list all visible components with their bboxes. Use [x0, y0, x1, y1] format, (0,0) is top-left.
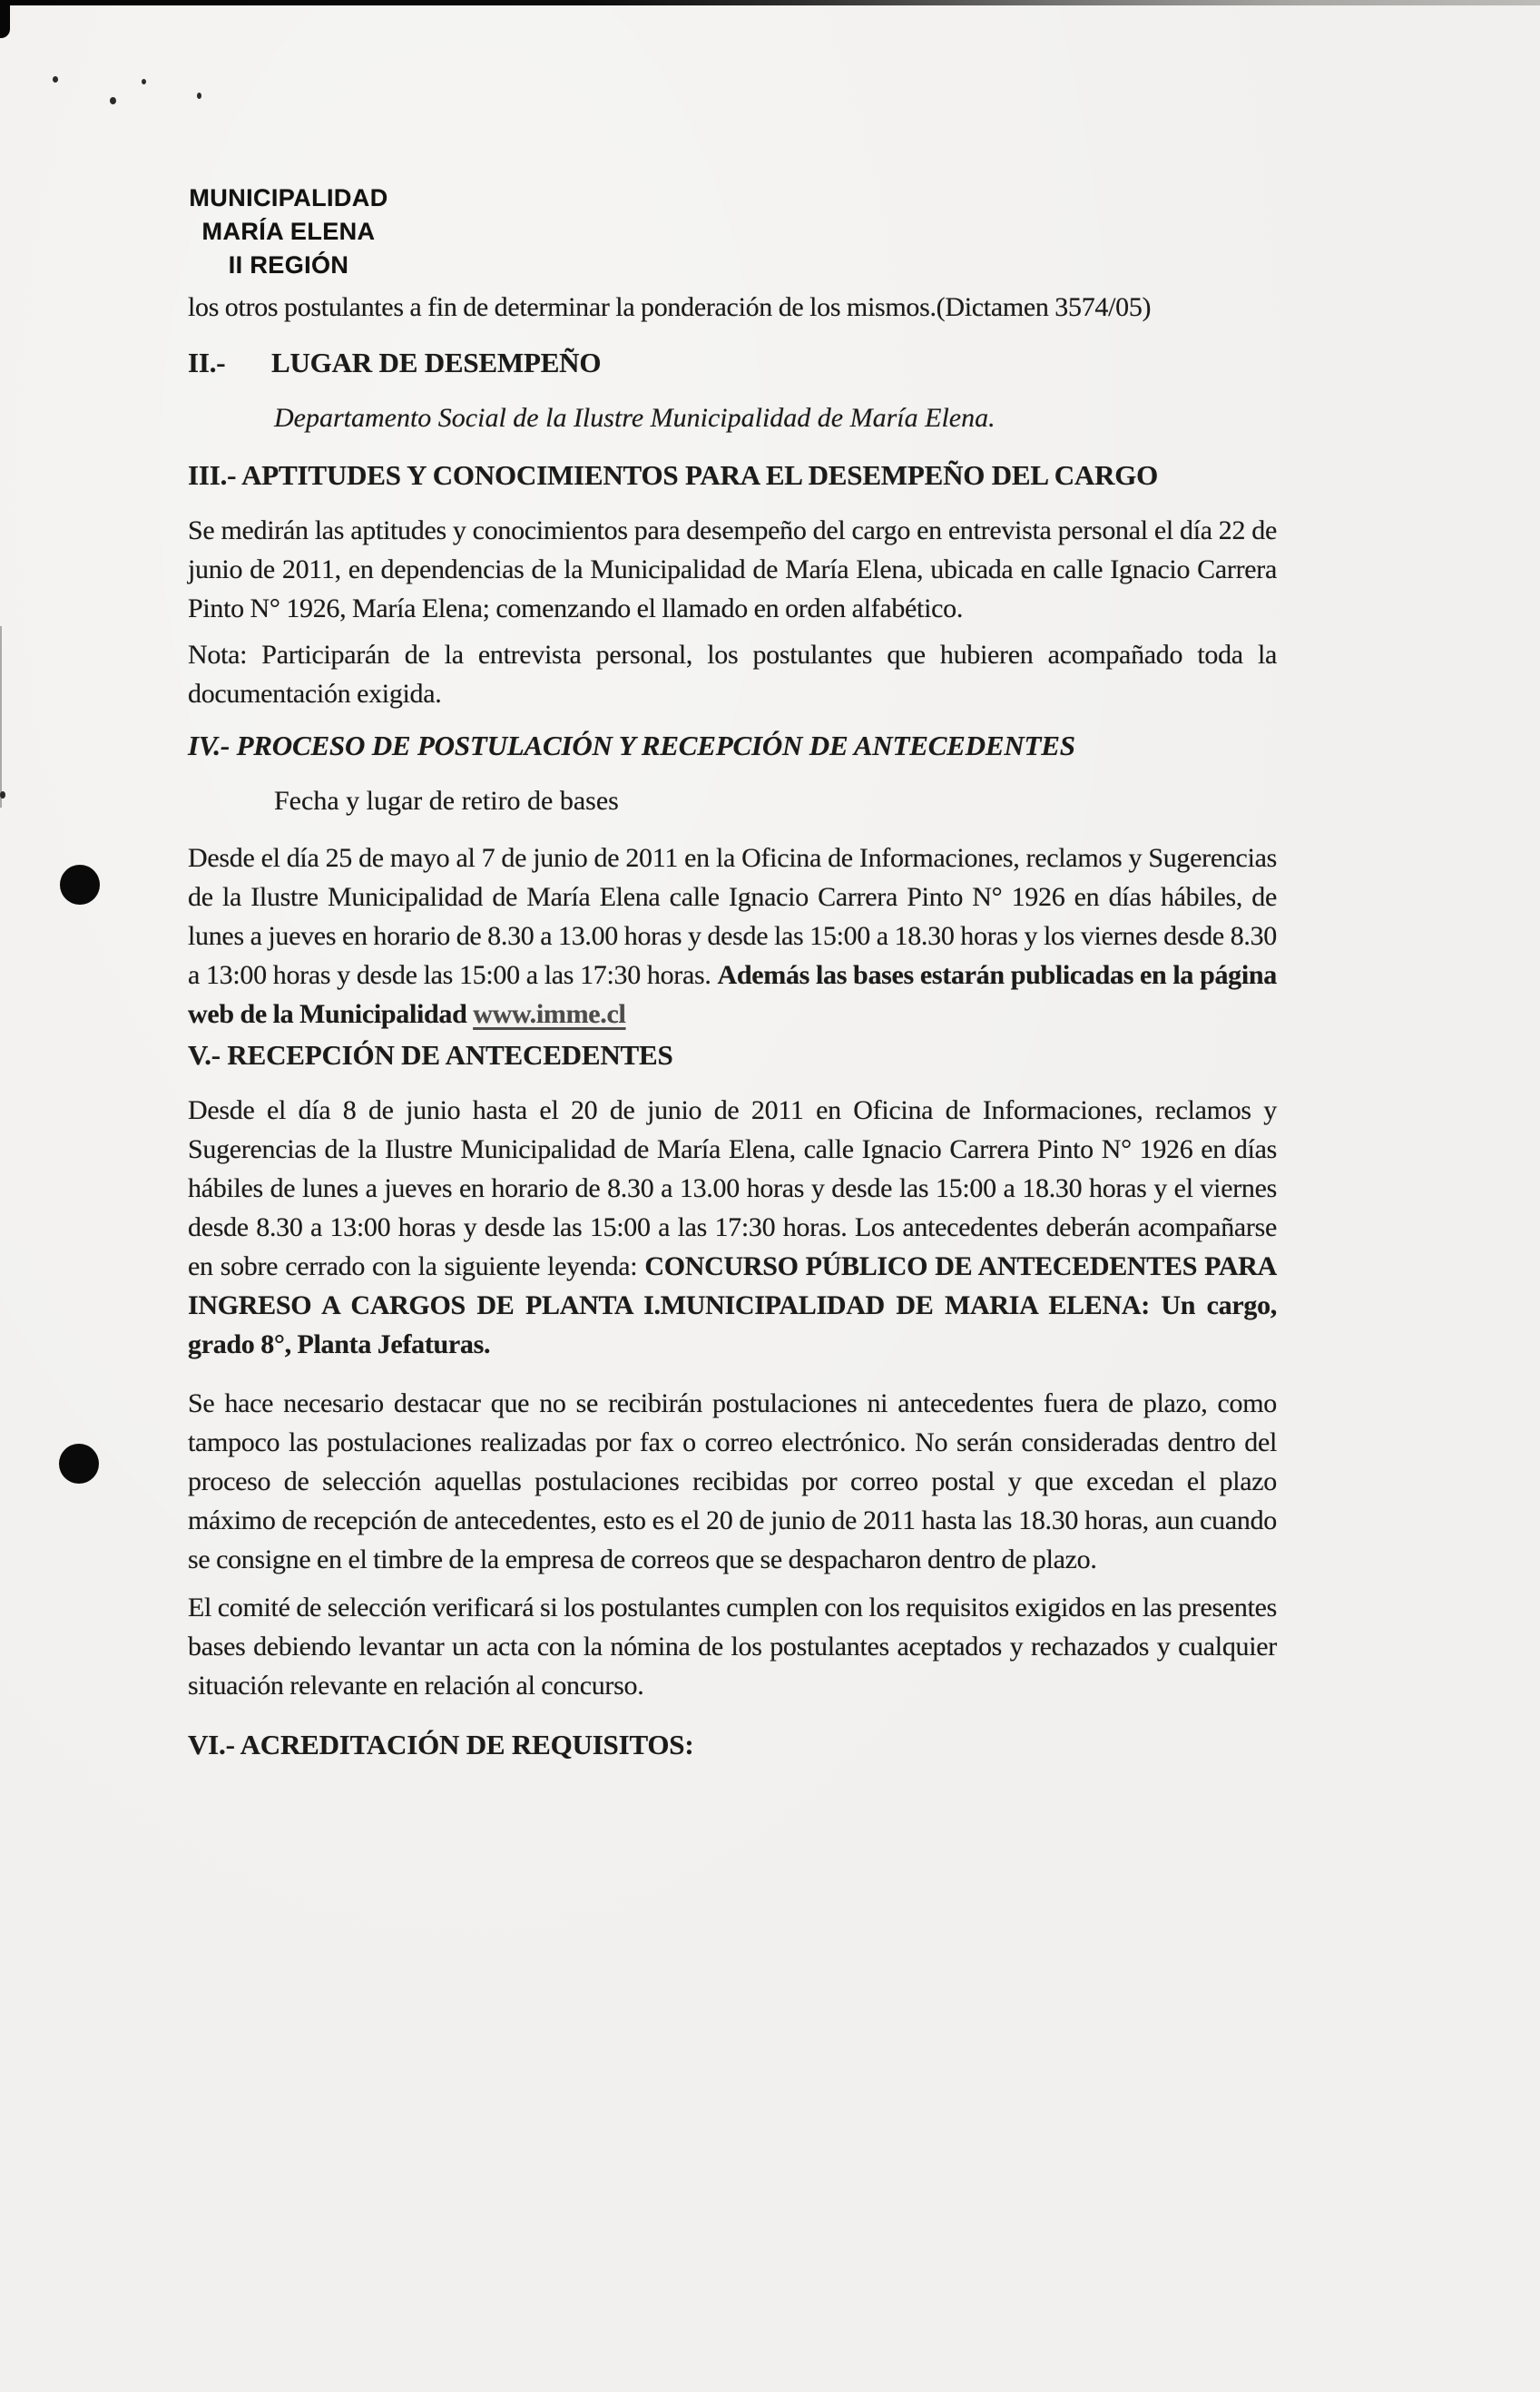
- paragraph-retiro-bases: [188, 838, 1277, 1034]
- letterhead-line-1: MUNICIPALIDAD: [189, 184, 388, 211]
- paragraph-comite-seleccion: El comité de selección verificará si los postulantes cumplen con los requisitos exigidos en las presentes bases debiendo levantar un acta con la nómina de los postulantes aceptados y rechazados y cualquier situación relevante en relación al concurso.: [188, 1593, 1277, 1701]
- paragraph-ponderacion: los otros postulantes a fin de determinar la ponderación de los mismos.(Dictamen 3574/05): [188, 292, 1152, 322]
- section-number: II.-: [188, 347, 226, 378]
- dust-speck: [197, 93, 201, 99]
- document-content: [188, 181, 1277, 1764]
- paragraph-nota: Nota: Participarán de la entrevista personal, los postulantes que hubieren acompañado toda la documentación exigida.: [188, 640, 1277, 709]
- line-fecha-retiro-bases: Fecha y lugar de retiro de bases: [274, 786, 619, 816]
- section-heading-lugar-desempeno: [188, 343, 1277, 382]
- paragraph-fuera-de-plazo: Se hace necesario destacar que no se recibirán postulaciones ni antecedentes fuera de plazo, como tampoco las postulaciones realizadas por fax o correo electrónico. No serán consideradas dentro del proceso de selección aquellas postulaciones recibidas por correo postal y que excedan el plazo máximo de recepción de antecedentes, esto es el 20 de junio de 2011 hasta las 18.30 horas, aun cuando se consigne en el timbre de la empresa de correos que se despacharon dentro de plazo.: [188, 1388, 1277, 1574]
- section-heading-aptitudes: III.- APTITUDES Y CONOCIMIENTOS PARA EL DESEMPEÑO DEL CARGO: [188, 459, 1159, 491]
- section-heading-proceso-postulacion: IV.- PROCESO DE POSTULACIÓN Y RECEPCIÓN DE ANTECEDENTES: [188, 730, 1075, 761]
- dust-speck: [53, 76, 58, 83]
- dust-speck: [110, 97, 116, 104]
- scan-edge-top: [0, 0, 1540, 5]
- paragraph-recepcion-text: Desde el día 8 de junio hasta el 20 de junio de 2011 en Oficina de Informaciones, reclamos y Sugerencias de la Ilustre Municipalidad de María Elena, calle Ignacio Carrera Pinto N° 1926 en días hábiles de lunes a jueves en horario de 8.30 a 13.00 horas y desde las 15:00 a 18.30 horas y el viernes desde 8.30 a 13:00 horas y desde las 15:00 a las 17:30 horas. Los antecedentes deberán acompañarse en sobre cerrado con la siguiente leyenda:: [188, 1095, 1277, 1281]
- scan-edge-top-left-corner: [0, 0, 10, 38]
- municipality-website-link: www.imme.cl: [473, 999, 626, 1029]
- hole-punch-mark: [60, 865, 100, 905]
- scan-edge-left-line: [0, 626, 2, 808]
- paragraph-recepcion-antecedentes: [188, 1091, 1277, 1364]
- dust-speck: [0, 791, 5, 799]
- paragraph-entrevista: Se medirán las aptitudes y conocimientos para desempeño del cargo en entrevista personal el día 22 de junio de 2011, en dependencias de la Municipalidad de María Elena, ubicada en calle Ignacio Carrera Pinto N° 1926, María Elena; comenzando el llamado en orden alfabético.: [188, 515, 1277, 623]
- letterhead-line-3: II REGIÓN: [228, 251, 349, 279]
- section-heading-recepcion-antecedentes: V.- RECEPCIÓN DE ANTECEDENTES: [188, 1039, 673, 1071]
- letterhead-line-2: MARÍA ELENA: [201, 218, 376, 245]
- paragraph-retiro-bases-text: Desde el día 25 de mayo al 7 de junio de 2011 en la Oficina de Informaciones, reclamos y Sugerencias de la Ilustre Municipalidad de María Elena calle Ignacio Carrera Pinto N° 1926 en días hábiles, de lunes a jueves en horario de 8.30 a 13.00 horas y desde las 15:00 a 18.30 horas y los viernes desde 8.30 a 13:00 horas y desde las 15:00 a las 17:30 horas.: [188, 843, 1277, 990]
- section-heading-acreditacion-requisitos: VI.- ACREDITACIÓN DE REQUISITOS:: [188, 1729, 694, 1760]
- letterhead: [188, 181, 389, 282]
- hole-punch-mark: [59, 1444, 99, 1484]
- section-title: LUGAR DE DESEMPEÑO: [271, 347, 602, 378]
- line-departamento-social: Departamento Social de la Ilustre Municipalidad de María Elena.: [274, 403, 996, 433]
- concurso-leyenda-bold: CONCURSO PÚBLICO DE ANTECEDENTES PARA INGRESO A CARGOS DE PLANTA I.MUNICIPALIDAD DE MARIA ELENA: Un cargo, grado 8°, Planta Jefaturas.: [188, 1251, 1278, 1359]
- paragraph-retiro-bases-bold: Además las bases estarán publicadas en la página web de la Municipalidad: [188, 960, 1277, 1029]
- dust-speck: [142, 79, 146, 84]
